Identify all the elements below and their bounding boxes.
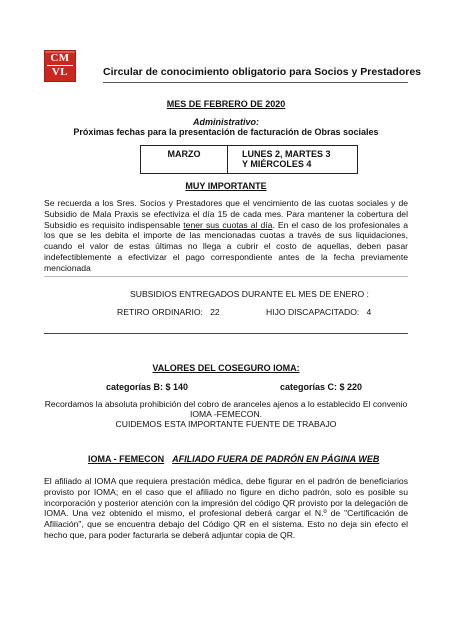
billing-dates-table: [140, 145, 358, 174]
ioma-title: [88, 454, 379, 464]
coseguro-category-b: categorías B: $ 140: [106, 382, 189, 392]
table-row: [141, 146, 358, 174]
logo-bottom-letters: VL: [51, 66, 69, 78]
important-paragraph: [44, 198, 408, 274]
header-divider: [103, 82, 408, 83]
section-divider: [44, 276, 408, 277]
billing-dates-line1: LUNES 2, MARTES 3: [242, 149, 331, 159]
admin-subtitle: Próximas fechas para la presentación de facturación de Obras sociales: [73, 127, 379, 137]
cmvl-logo: [44, 50, 76, 82]
retiro-ordinario: [117, 307, 220, 317]
subsidios-title: SUBSIDIOS ENTREGADOS DURANTE EL MES DE ENERO :: [130, 289, 369, 299]
billing-dates: [228, 146, 358, 174]
hijo-discapacitado: [266, 307, 371, 317]
ioma-title-a: IOMA - FEMECON: [88, 454, 165, 464]
coseguro-category-c: categorías C: $ 220: [280, 382, 363, 392]
important-text-b: . En el caso de los profesionales a los que se les debita el importe de las mencionadas cuotas a través de sus liquidaciones, cuando el valor de estas últimas no llega a cubrir el costo de aquellas, deben pasar indefectiblemente a efectivizar el pago correspondiente antes de la fecha previamente mencionada: [44, 219, 408, 273]
month-title: MES DE FEBRERO DE 2020: [166, 99, 286, 109]
billing-dates-line2: Y MIÉRCOLES 4: [242, 159, 312, 169]
ioma-title-b: AFILIADO FUERA DE PADRÓN EN PÁGINA WEB: [172, 454, 380, 464]
ioma-paragraph: El afiliado al IOMA que requiera prestación médica, debe figurar en el padrón de beneficiarios provisto por IOMA; en el caso que el afiliado no figure en dicho padrón, solo es posible su incorporación y posterior atención con la impresión del código QR provisto por la delegación de IOMA. Una vez obtenido el mismo, el profesional deberá cargar el N.º de "Certificación de Afiliación", que se encuentra debajo del Código QR en el sistema. Esto no deja sin efecto el hecho que, para poder facturarla se deberá adjuntar copia de QR.: [44, 476, 408, 540]
section-divider: [44, 333, 408, 334]
billing-month: MARZO: [141, 146, 228, 174]
important-title: MUY IMPORTANTE: [185, 181, 267, 191]
header-title: Circular de conocimiento obligatorio para Socios y Prestadores: [103, 66, 421, 78]
important-text-underlined: tener sus cuotas al día: [183, 219, 273, 230]
coseguro-title: VALORES DEL COSEGURO IOMA:: [152, 363, 300, 373]
retiro-label: RETIRO ORDINARIO:: [117, 307, 203, 317]
logo-top-letters: CM: [50, 52, 70, 64]
coseguro-notice-line2: IOMA -FEMECON.: [189, 409, 263, 419]
hijo-value: 4: [366, 307, 372, 317]
important-text-a: Se recuerda a los Sres. Socios y Prestadores que el vencimiento de las cuotas sociales y de Subsidio de Mala Praxis se efectiviza el día 15 de cada mes. Para mantener la cobertura del Subsidio es requisito indispensable: [44, 198, 408, 230]
admin-label: Administrativo:: [192, 117, 259, 127]
coseguro-notice-line1: Recordamos la absoluta prohibición del cobro de aranceles ajenos a lo establecido El convenio: [44, 399, 408, 409]
coseguro-notice-line3: CUIDEMOS ESTA IMPORTANTE FUENTE DE TRABAJO: [115, 419, 337, 429]
hijo-label: HIJO DISCAPACITADO:: [266, 307, 360, 317]
retiro-value: 22: [210, 307, 220, 317]
